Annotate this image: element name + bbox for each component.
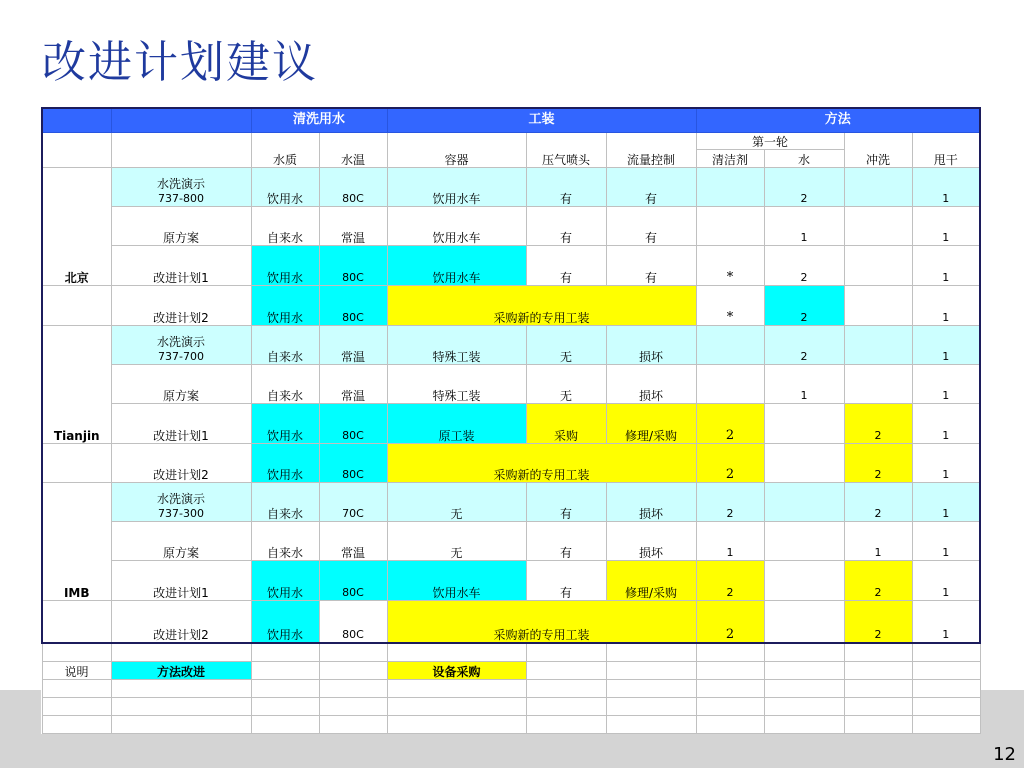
cell: 2 [764,285,844,325]
col-header-first-round: 第一轮 [696,132,844,149]
cell: * [696,285,764,325]
cell: 1 [764,364,844,403]
legend-row [42,661,980,679]
group-header-water: 清洗用水 [251,108,387,132]
table-row [42,521,980,560]
cell: 1 [912,600,980,643]
page-number: 12 [993,744,1016,765]
cell: 饮用水 [251,443,319,482]
cell: 2 [844,482,912,521]
empty-row [42,679,980,697]
cell: 自来水 [251,206,319,245]
cell: 常温 [319,206,387,245]
cell-new-tooling: 采购新的专用工装 [387,443,696,482]
row-label: 原方案 [111,521,251,560]
cell: 1 [764,206,844,245]
cell: 1 [912,325,980,364]
col-header-water-quality: 水质 [251,132,319,167]
cell: 采购 [526,403,606,443]
cell: 损坏 [606,482,696,521]
row-label: 原方案 [111,364,251,403]
cell: 有 [526,206,606,245]
group-header-method: 方法 [696,108,980,132]
cell: 80C [319,245,387,285]
col-header-container: 容器 [387,132,526,167]
city-label: 北京 [42,167,111,285]
cell: 饮用水车 [387,245,526,285]
cell: 损坏 [606,521,696,560]
cell [696,167,764,206]
row-label: 改进计划2 [111,600,251,643]
cell: 自来水 [251,364,319,403]
col-header-dry: 甩干 [912,132,980,167]
cell: 1 [912,206,980,245]
table-row [42,560,980,600]
legend-method: 方法改进 [111,661,251,679]
table-row [42,167,980,206]
cell-new-tooling: 采购新的专用工装 [387,285,696,325]
cell: 饮用水 [251,167,319,206]
cell: 1 [912,482,980,521]
cell: 1 [912,560,980,600]
table-row [42,245,980,285]
empty-row [42,697,980,715]
main-table-body [42,108,980,643]
page-title: 改进计划建议 [42,37,318,88]
cell [764,482,844,521]
row-label: 原方案 [111,206,251,245]
table-row [42,325,980,364]
cell: 原工装 [387,403,526,443]
cell: 有 [526,245,606,285]
col-header-detergent: 清洁剂 [696,149,764,167]
table-row [42,482,980,521]
cell: 饮用水 [251,403,319,443]
cell: 70C [319,482,387,521]
row-label: 水洗演示 737-300 [111,482,251,521]
spacer-row [42,643,980,661]
cell: 饮用水 [251,600,319,643]
cell: 2 [696,403,764,443]
cell [764,600,844,643]
cell: 80C [319,560,387,600]
cell: 无 [387,521,526,560]
cell: 有 [526,521,606,560]
cell: 损坏 [606,325,696,364]
col-header-nozzle: 压气喷头 [526,132,606,167]
cell: 自来水 [251,325,319,364]
cell: 特殊工装 [387,364,526,403]
cell: 有 [606,167,696,206]
cell: 1 [844,521,912,560]
col-header-water-temp: 水温 [319,132,387,167]
cell: 1 [912,403,980,443]
cell: 饮用水 [251,285,319,325]
cell: 80C [319,600,387,643]
cell: 饮用水车 [387,560,526,600]
cell: 2 [696,482,764,521]
cell: 常温 [319,325,387,364]
row-label: 改进计划1 [111,560,251,600]
cell: 1 [912,167,980,206]
cell [764,560,844,600]
cell: 80C [319,167,387,206]
cell: 常温 [319,364,387,403]
cell: 1 [912,443,980,482]
cell: 修理/采购 [606,560,696,600]
empty-row [42,715,980,733]
cell [764,403,844,443]
group-header-tooling: 工装 [387,108,696,132]
cell: 1 [912,285,980,325]
cell: 无 [526,364,606,403]
cell [844,206,912,245]
table-row [42,206,980,245]
cell: 有 [606,206,696,245]
table-row [42,443,980,482]
table-row [42,600,980,643]
header-subgroup-row [42,132,980,149]
legend-equipment: 设备采购 [387,661,526,679]
cell: 饮用水 [251,560,319,600]
cell [844,285,912,325]
row-label: 改进计划1 [111,403,251,443]
col-header-flow: 流量控制 [606,132,696,167]
cell: 1 [912,245,980,285]
cell: 2 [844,560,912,600]
cell: 80C [319,403,387,443]
cell-new-tooling: 采购新的专用工装 [387,600,696,643]
cell: 饮用水 [251,245,319,285]
cell: 自来水 [251,482,319,521]
cell: 有 [526,482,606,521]
table-row [42,403,980,443]
city-label: IMB [42,482,111,600]
cell: 2 [764,245,844,285]
cell: 修理/采购 [606,403,696,443]
header-group-row [42,108,980,132]
cell: 常温 [319,521,387,560]
cell: * [696,245,764,285]
cell: 饮用水车 [387,167,526,206]
cell [764,443,844,482]
cell: 有 [526,167,606,206]
cell: 2 [696,600,764,643]
cell: 1 [912,364,980,403]
cell: 2 [844,443,912,482]
cell: 无 [387,482,526,521]
row-label: 改进计划1 [111,245,251,285]
cell: 2 [696,443,764,482]
cell: 有 [526,560,606,600]
cell [844,325,912,364]
cell: 饮用水车 [387,206,526,245]
cell: 2 [844,600,912,643]
cell: 2 [696,560,764,600]
cell: 80C [319,443,387,482]
cell: 1 [696,521,764,560]
improvement-plan-table [41,107,981,734]
cell: 自来水 [251,521,319,560]
cell [696,325,764,364]
cell: 损坏 [606,364,696,403]
cell: 1 [912,521,980,560]
row-label: 水洗演示 737-700 [111,325,251,364]
cell [844,364,912,403]
cell: 80C [319,285,387,325]
col-header-rinse: 冲洗 [844,132,912,167]
table-row [42,285,980,325]
cell [764,521,844,560]
legend-label: 说明 [42,661,111,679]
cell [696,364,764,403]
row-label: 改进计划2 [111,443,251,482]
cell [844,245,912,285]
col-header-water: 水 [764,149,844,167]
city-label: Tianjin [42,325,111,443]
legend-section [42,643,980,733]
cell: 有 [606,245,696,285]
table-row [42,364,980,403]
cell: 特殊工装 [387,325,526,364]
row-label: 水洗演示 737-800 [111,167,251,206]
row-label: 改进计划2 [111,285,251,325]
cell: 无 [526,325,606,364]
cell [696,206,764,245]
cell: 2 [764,167,844,206]
cell: 2 [764,325,844,364]
cell [844,167,912,206]
cell: 2 [844,403,912,443]
